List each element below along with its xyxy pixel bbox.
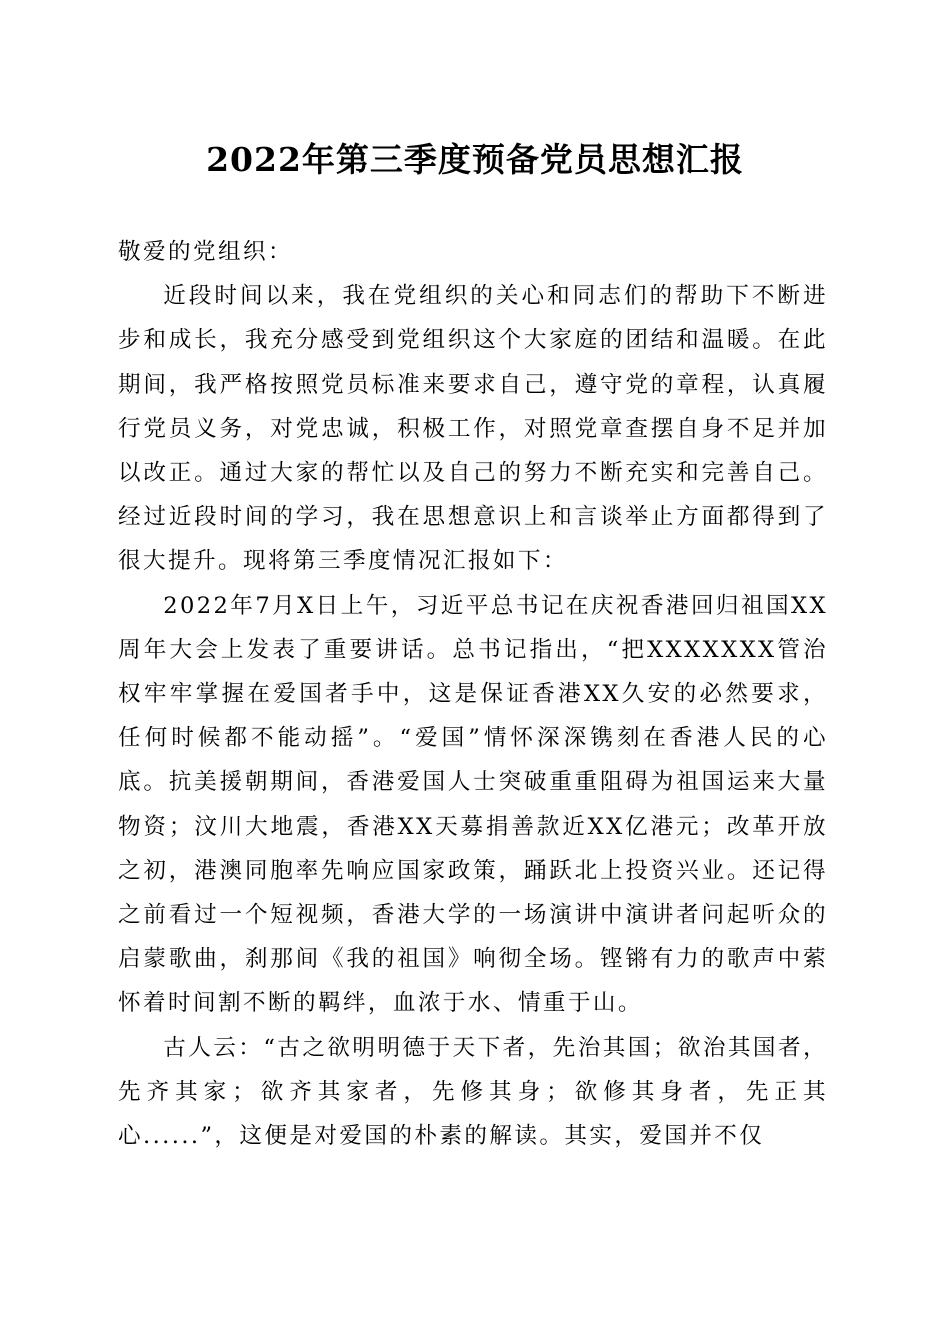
paragraph-intro: 近段时间以来，我在党组织的关心和同志们的帮助下不断进步和成长，我充分感受到党组织这个大家庭的团结和温暖。在此期间，我严格按照党员标准来要求自己，遵守党的章程，认真履行党员义务，对党忠诚，积极工作，对照党章查摆自身不足并加以改正。通过大家的帮忙以及自己的努力不断充实和完善自己。经过近段时间的学习，我在思想意识上和言谈举止方面都得到了很大提升。现将第三季度情况汇报如下： [118,283,828,575]
paragraph-hong-kong: 2022年7月X日上午，习近平总书记在庆祝香港回归祖国XX周年大会上发表了重要讲话。总书记指出，“把XXXXXXX管治权牢牢掌握在爱国者手中，这是保证香港XX久安的必然要求，任何时候都不能动摇”。“爱国”情怀深深镌刻在香港人民的心底。抗美援朝期间，香港爱国人士突破重重阻碍为祖国运来大量物资；汶川大地震，香港XX天募捐善款近XX亿港元；改革开放之初，港澳同胞率先响应国家政策，踊跃北上投资兴业。还记得之前看过一个短视频，香港大学的一场演讲中演讲者问起听众的启蒙歌曲，刹那间《我的祖国》响彻全场。铿锵有力的歌声中萦怀着时间割不断的羁绊，血浓于水、情重于山。 [118,592,828,1017]
salutation: 敬爱的党组织： [118,239,293,265]
document-body [118,230,828,1158]
document-title: 2022年第三季度预备党员思想汇报 [206,140,744,179]
paragraph-ancient-quote: 古人云：“古之欲明明德于天下者，先治其国；欲治其国者，先齐其家；欲齐其家者，先修其身；欲修其身者，先正其心......”，这便是对爱国的朴素的解读。其实，爱国并不仅 [118,1034,828,1150]
